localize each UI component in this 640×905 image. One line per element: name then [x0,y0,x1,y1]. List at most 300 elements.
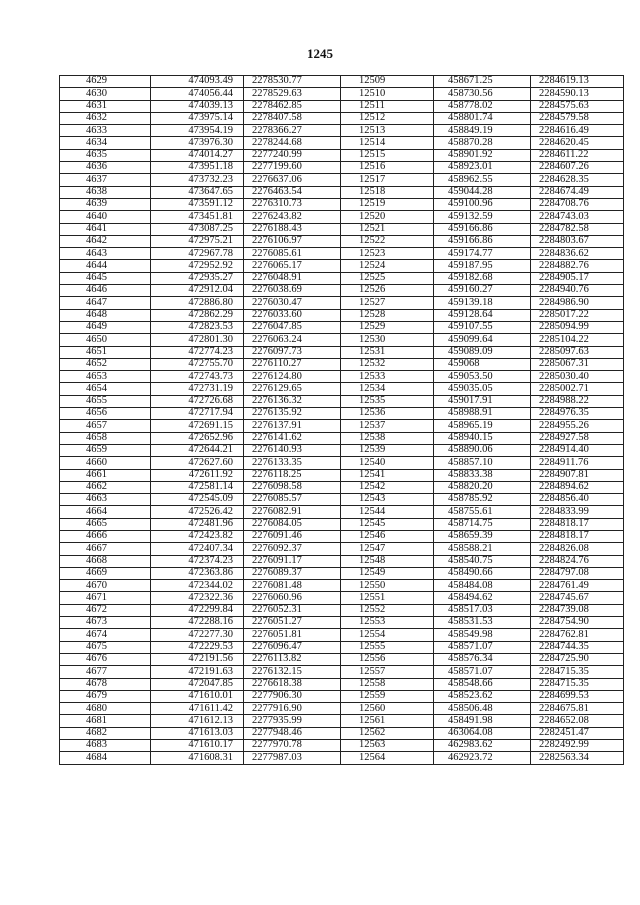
northing-a-cell: 2277906.30 [244,690,341,702]
easting-a-cell: 472975.21 [151,235,244,247]
northing-b-cell: 2284976.35 [531,408,624,420]
northing-b-cell: 2284988.22 [531,395,624,407]
point-id-a-cell: 4658 [60,432,151,444]
easting-b-cell: 458571.07 [434,641,531,653]
northing-a-cell: 2276137.91 [244,420,341,432]
easting-a-cell: 472823.53 [151,321,244,333]
easting-b-cell: 459053.50 [434,371,531,383]
easting-b-cell: 459099.64 [434,334,531,346]
point-id-a-cell: 4669 [60,567,151,579]
point-id-b-cell: 12530 [341,334,434,346]
easting-a-cell: 472277.30 [151,629,244,641]
table-row [60,88,624,100]
point-id-a-cell: 4646 [60,285,151,297]
point-id-a-cell: 4678 [60,678,151,690]
easting-b-cell: 458801.74 [434,112,531,124]
northing-b-cell: 2284575.63 [531,100,624,112]
northing-a-cell: 2276243.82 [244,211,341,223]
northing-a-cell: 2276637.06 [244,174,341,186]
northing-a-cell: 2276060.96 [244,592,341,604]
northing-a-cell: 2276052.31 [244,604,341,616]
point-id-b-cell: 12533 [341,371,434,383]
easting-b-cell: 458940.15 [434,432,531,444]
northing-b-cell: 2284619.13 [531,76,624,88]
easting-b-cell: 459100.96 [434,198,531,210]
northing-a-cell: 2276106.97 [244,235,341,247]
point-id-a-cell: 4639 [60,198,151,210]
point-id-b-cell: 12523 [341,248,434,260]
point-id-a-cell: 4664 [60,506,151,518]
page-number: 1245 [307,46,333,61]
point-id-b-cell: 12563 [341,740,434,752]
point-id-b-cell: 12543 [341,494,434,506]
table-row [60,260,624,272]
point-id-a-cell: 4641 [60,223,151,235]
table-row [60,752,624,764]
northing-b-cell: 2284754.90 [531,617,624,629]
table-row [60,383,624,395]
easting-b-cell: 458506.48 [434,703,531,715]
easting-a-cell: 472229.53 [151,641,244,653]
easting-b-cell: 458490.66 [434,567,531,579]
table-row [60,272,624,284]
point-id-b-cell: 12531 [341,346,434,358]
point-id-b-cell: 12540 [341,457,434,469]
northing-a-cell: 2276096.47 [244,641,341,653]
easting-b-cell: 458923.01 [434,162,531,174]
point-id-b-cell: 12512 [341,112,434,124]
northing-b-cell: 2284907.81 [531,469,624,481]
table-row [60,137,624,149]
northing-a-cell: 2278529.63 [244,88,341,100]
easting-a-cell: 472717.94 [151,408,244,420]
easting-b-cell: 458540.75 [434,555,531,567]
point-id-b-cell: 12526 [341,285,434,297]
point-id-b-cell: 12561 [341,715,434,727]
table-row [60,395,624,407]
northing-a-cell: 2276188.43 [244,223,341,235]
easting-b-cell: 458549.98 [434,629,531,641]
point-id-a-cell: 4657 [60,420,151,432]
easting-b-cell: 458962.55 [434,174,531,186]
point-id-a-cell: 4679 [60,690,151,702]
point-id-a-cell: 4675 [60,641,151,653]
easting-b-cell: 458671.25 [434,76,531,88]
point-id-b-cell: 12525 [341,272,434,284]
table-row [60,76,624,88]
northing-b-cell: 2284914.40 [531,444,624,456]
easting-b-cell: 458755.61 [434,506,531,518]
easting-a-cell: 472627.60 [151,457,244,469]
northing-a-cell: 2276063.24 [244,334,341,346]
point-id-a-cell: 4640 [60,211,151,223]
point-id-b-cell: 12539 [341,444,434,456]
easting-a-cell: 472526.42 [151,506,244,518]
easting-a-cell: 472611.92 [151,469,244,481]
point-id-a-cell: 4659 [60,444,151,456]
easting-a-cell: 472801.30 [151,334,244,346]
point-id-b-cell: 12552 [341,604,434,616]
northing-b-cell: 2285104.22 [531,334,624,346]
point-id-b-cell: 12559 [341,690,434,702]
easting-b-cell: 459107.55 [434,321,531,333]
northing-b-cell: 2284894.62 [531,481,624,493]
point-id-a-cell: 4666 [60,530,151,542]
northing-b-cell: 2284611.22 [531,149,624,161]
northing-b-cell: 2284818.17 [531,518,624,530]
table-row [60,211,624,223]
easting-a-cell: 472191.63 [151,666,244,678]
point-id-b-cell: 12511 [341,100,434,112]
table-row [60,125,624,137]
point-id-b-cell: 12544 [341,506,434,518]
easting-a-cell: 472481.96 [151,518,244,530]
point-id-b-cell: 12553 [341,617,434,629]
northing-b-cell: 2284744.35 [531,641,624,653]
point-id-b-cell: 12529 [341,321,434,333]
northing-b-cell: 2284699.53 [531,690,624,702]
northing-b-cell: 2284882.76 [531,260,624,272]
table-row [60,494,624,506]
point-id-b-cell: 12545 [341,518,434,530]
point-id-a-cell: 4630 [60,88,151,100]
easting-a-cell: 471610.17 [151,740,244,752]
table-row [60,149,624,161]
easting-b-cell: 458870.28 [434,137,531,149]
easting-a-cell: 472545.09 [151,494,244,506]
table-row [60,727,624,739]
point-id-a-cell: 4674 [60,629,151,641]
northing-a-cell: 2278530.77 [244,76,341,88]
point-id-b-cell: 12550 [341,580,434,592]
easting-b-cell: 458523.62 [434,690,531,702]
point-id-a-cell: 4645 [60,272,151,284]
northing-b-cell: 2284911.76 [531,457,624,469]
point-id-b-cell: 12519 [341,198,434,210]
point-id-a-cell: 4635 [60,149,151,161]
northing-a-cell: 2276618.38 [244,678,341,690]
northing-a-cell: 2276065.17 [244,260,341,272]
point-id-a-cell: 4673 [60,617,151,629]
easting-a-cell: 473647.65 [151,186,244,198]
easting-b-cell: 459174.77 [434,248,531,260]
table-row [60,112,624,124]
coordinates-table [59,75,624,765]
table-row [60,297,624,309]
easting-b-cell: 459035.05 [434,383,531,395]
easting-b-cell: 458576.34 [434,653,531,665]
northing-a-cell: 2276463.54 [244,186,341,198]
northing-a-cell: 2276136.32 [244,395,341,407]
northing-b-cell: 2284715.35 [531,678,624,690]
easting-b-cell: 459068 [434,358,531,370]
northing-a-cell: 2276081.48 [244,580,341,592]
point-id-b-cell: 12546 [341,530,434,542]
northing-a-cell: 2276085.57 [244,494,341,506]
table-row [60,740,624,752]
point-id-a-cell: 4684 [60,752,151,764]
point-id-b-cell: 12564 [341,752,434,764]
northing-b-cell: 2284927.58 [531,432,624,444]
table-row [60,420,624,432]
easting-b-cell: 458849.19 [434,125,531,137]
easting-b-cell: 459187.95 [434,260,531,272]
northing-b-cell: 2284836.62 [531,248,624,260]
easting-b-cell: 458517.03 [434,604,531,616]
northing-b-cell: 2284762.81 [531,629,624,641]
northing-a-cell: 2276133.35 [244,457,341,469]
northing-a-cell: 2276310.73 [244,198,341,210]
point-id-a-cell: 4648 [60,309,151,321]
northing-a-cell: 2276124.80 [244,371,341,383]
table-row [60,358,624,370]
easting-a-cell: 472726.68 [151,395,244,407]
point-id-a-cell: 4680 [60,703,151,715]
easting-b-cell: 458988.91 [434,408,531,420]
easting-a-cell: 472731.19 [151,383,244,395]
point-id-b-cell: 12516 [341,162,434,174]
table-row [60,617,624,629]
table-row [60,186,624,198]
point-id-a-cell: 4676 [60,653,151,665]
northing-b-cell: 2285097.63 [531,346,624,358]
table-row [60,346,624,358]
point-id-b-cell: 12527 [341,297,434,309]
table-row [60,678,624,690]
point-id-b-cell: 12537 [341,420,434,432]
point-id-b-cell: 12549 [341,567,434,579]
easting-b-cell: 458571.07 [434,666,531,678]
northing-b-cell: 2284745.67 [531,592,624,604]
easting-a-cell: 472407.34 [151,543,244,555]
easting-b-cell: 458890.06 [434,444,531,456]
northing-b-cell: 2284607.26 [531,162,624,174]
northing-a-cell: 2276085.61 [244,248,341,260]
point-id-a-cell: 4668 [60,555,151,567]
table-row [60,641,624,653]
point-id-a-cell: 4672 [60,604,151,616]
easting-b-cell: 459160.27 [434,285,531,297]
easting-a-cell: 472862.29 [151,309,244,321]
easting-a-cell: 472581.14 [151,481,244,493]
easting-a-cell: 472886.80 [151,297,244,309]
point-id-a-cell: 4662 [60,481,151,493]
point-id-a-cell: 4683 [60,740,151,752]
table-row [60,703,624,715]
point-id-a-cell: 4654 [60,383,151,395]
easting-b-cell: 458778.02 [434,100,531,112]
northing-b-cell: 2284986.90 [531,297,624,309]
easting-a-cell: 472774.23 [151,346,244,358]
table-row [60,321,624,333]
easting-a-cell: 472344.02 [151,580,244,592]
easting-a-cell: 471613.03 [151,727,244,739]
point-id-a-cell: 4671 [60,592,151,604]
point-id-b-cell: 12554 [341,629,434,641]
easting-b-cell: 459128.64 [434,309,531,321]
easting-a-cell: 473975.14 [151,112,244,124]
point-id-b-cell: 12518 [341,186,434,198]
northing-b-cell: 2282563.34 [531,752,624,764]
northing-b-cell: 2284824.76 [531,555,624,567]
point-id-b-cell: 12542 [341,481,434,493]
easting-b-cell: 459166.86 [434,223,531,235]
point-id-b-cell: 12560 [341,703,434,715]
easting-b-cell: 458965.19 [434,420,531,432]
northing-a-cell: 2276092.37 [244,543,341,555]
point-id-b-cell: 12524 [341,260,434,272]
easting-a-cell: 473976.30 [151,137,244,149]
coordinates-table-body [60,76,624,765]
northing-a-cell: 2278366.27 [244,125,341,137]
northing-a-cell: 2276129.65 [244,383,341,395]
northing-a-cell: 2276091.46 [244,530,341,542]
northing-b-cell: 2284616.49 [531,125,624,137]
point-id-b-cell: 12520 [341,211,434,223]
point-id-a-cell: 4647 [60,297,151,309]
point-id-a-cell: 4651 [60,346,151,358]
northing-b-cell: 2282492.99 [531,740,624,752]
northing-a-cell: 2276051.81 [244,629,341,641]
northing-b-cell: 2285017.22 [531,309,624,321]
table-row [60,481,624,493]
easting-a-cell: 474014.27 [151,149,244,161]
point-id-b-cell: 12535 [341,395,434,407]
northing-a-cell: 2276135.92 [244,408,341,420]
easting-b-cell: 458491.98 [434,715,531,727]
northing-b-cell: 2284739.08 [531,604,624,616]
northing-b-cell: 2284620.45 [531,137,624,149]
point-id-b-cell: 12548 [341,555,434,567]
point-id-b-cell: 12513 [341,125,434,137]
northing-a-cell: 2277916.90 [244,703,341,715]
point-id-b-cell: 12557 [341,666,434,678]
easting-a-cell: 472423.82 [151,530,244,542]
northing-b-cell: 2284797.08 [531,567,624,579]
point-id-b-cell: 12555 [341,641,434,653]
northing-b-cell: 2284675.81 [531,703,624,715]
northing-b-cell: 2284725.90 [531,653,624,665]
easting-a-cell: 473451.81 [151,211,244,223]
table-row [60,162,624,174]
easting-b-cell: 458730.56 [434,88,531,100]
point-id-b-cell: 12562 [341,727,434,739]
easting-b-cell: 458659.39 [434,530,531,542]
northing-a-cell: 2276030.47 [244,297,341,309]
easting-b-cell: 458714.75 [434,518,531,530]
northing-a-cell: 2276048.91 [244,272,341,284]
northing-a-cell: 2276097.73 [244,346,341,358]
northing-b-cell: 2284652.08 [531,715,624,727]
northing-b-cell: 2285002.71 [531,383,624,395]
table-row [60,408,624,420]
easting-a-cell: 473951.18 [151,162,244,174]
table-row [60,334,624,346]
point-id-b-cell: 12551 [341,592,434,604]
easting-a-cell: 473954.19 [151,125,244,137]
easting-a-cell: 472691.15 [151,420,244,432]
point-id-b-cell: 12536 [341,408,434,420]
point-id-a-cell: 4670 [60,580,151,592]
point-id-b-cell: 12515 [341,149,434,161]
point-id-a-cell: 4661 [60,469,151,481]
table-row [60,555,624,567]
table-row [60,457,624,469]
easting-a-cell: 473087.25 [151,223,244,235]
northing-b-cell: 2285067.31 [531,358,624,370]
northing-a-cell: 2278462.85 [244,100,341,112]
table-row [60,518,624,530]
northing-a-cell: 2276047.85 [244,321,341,333]
easting-b-cell: 458484.08 [434,580,531,592]
easting-a-cell: 471611.42 [151,703,244,715]
northing-a-cell: 2277935.99 [244,715,341,727]
table-row [60,100,624,112]
easting-a-cell: 472755.70 [151,358,244,370]
northing-a-cell: 2276051.27 [244,617,341,629]
northing-a-cell: 2277240.99 [244,149,341,161]
easting-a-cell: 474039.13 [151,100,244,112]
table-row [60,248,624,260]
easting-b-cell: 462923.72 [434,752,531,764]
northing-a-cell: 2276084.05 [244,518,341,530]
easting-a-cell: 472644.21 [151,444,244,456]
easting-a-cell: 472743.73 [151,371,244,383]
northing-b-cell: 2284856.40 [531,494,624,506]
northing-a-cell: 2278407.58 [244,112,341,124]
point-id-a-cell: 4637 [60,174,151,186]
northing-a-cell: 2277987.03 [244,752,341,764]
easting-b-cell: 458820.20 [434,481,531,493]
table-row [60,629,624,641]
table-row [60,604,624,616]
point-id-a-cell: 4643 [60,248,151,260]
easting-a-cell: 474093.49 [151,76,244,88]
point-id-a-cell: 4682 [60,727,151,739]
point-id-a-cell: 4681 [60,715,151,727]
northing-a-cell: 2277948.46 [244,727,341,739]
point-id-b-cell: 12538 [341,432,434,444]
northing-b-cell: 2284761.49 [531,580,624,592]
northing-a-cell: 2276132.15 [244,666,341,678]
easting-b-cell: 458588.21 [434,543,531,555]
point-id-b-cell: 12521 [341,223,434,235]
easting-b-cell: 459132.59 [434,211,531,223]
easting-a-cell: 473591.12 [151,198,244,210]
point-id-a-cell: 4667 [60,543,151,555]
northing-a-cell: 2276082.91 [244,506,341,518]
northing-b-cell: 2284715.35 [531,666,624,678]
easting-b-cell: 458531.53 [434,617,531,629]
easting-b-cell: 459089.09 [434,346,531,358]
point-id-a-cell: 4653 [60,371,151,383]
easting-a-cell: 472047.85 [151,678,244,690]
easting-b-cell: 458548.66 [434,678,531,690]
northing-a-cell: 2276141.62 [244,432,341,444]
northing-b-cell: 2282451.47 [531,727,624,739]
easting-b-cell: 459166.86 [434,235,531,247]
table-row [60,567,624,579]
easting-a-cell: 472967.78 [151,248,244,260]
easting-b-cell: 458494.62 [434,592,531,604]
northing-b-cell: 2284818.17 [531,530,624,542]
easting-a-cell: 474056.44 [151,88,244,100]
easting-a-cell: 473732.23 [151,174,244,186]
northing-b-cell: 2284708.76 [531,198,624,210]
point-id-a-cell: 4642 [60,235,151,247]
table-row [60,223,624,235]
point-id-a-cell: 4650 [60,334,151,346]
